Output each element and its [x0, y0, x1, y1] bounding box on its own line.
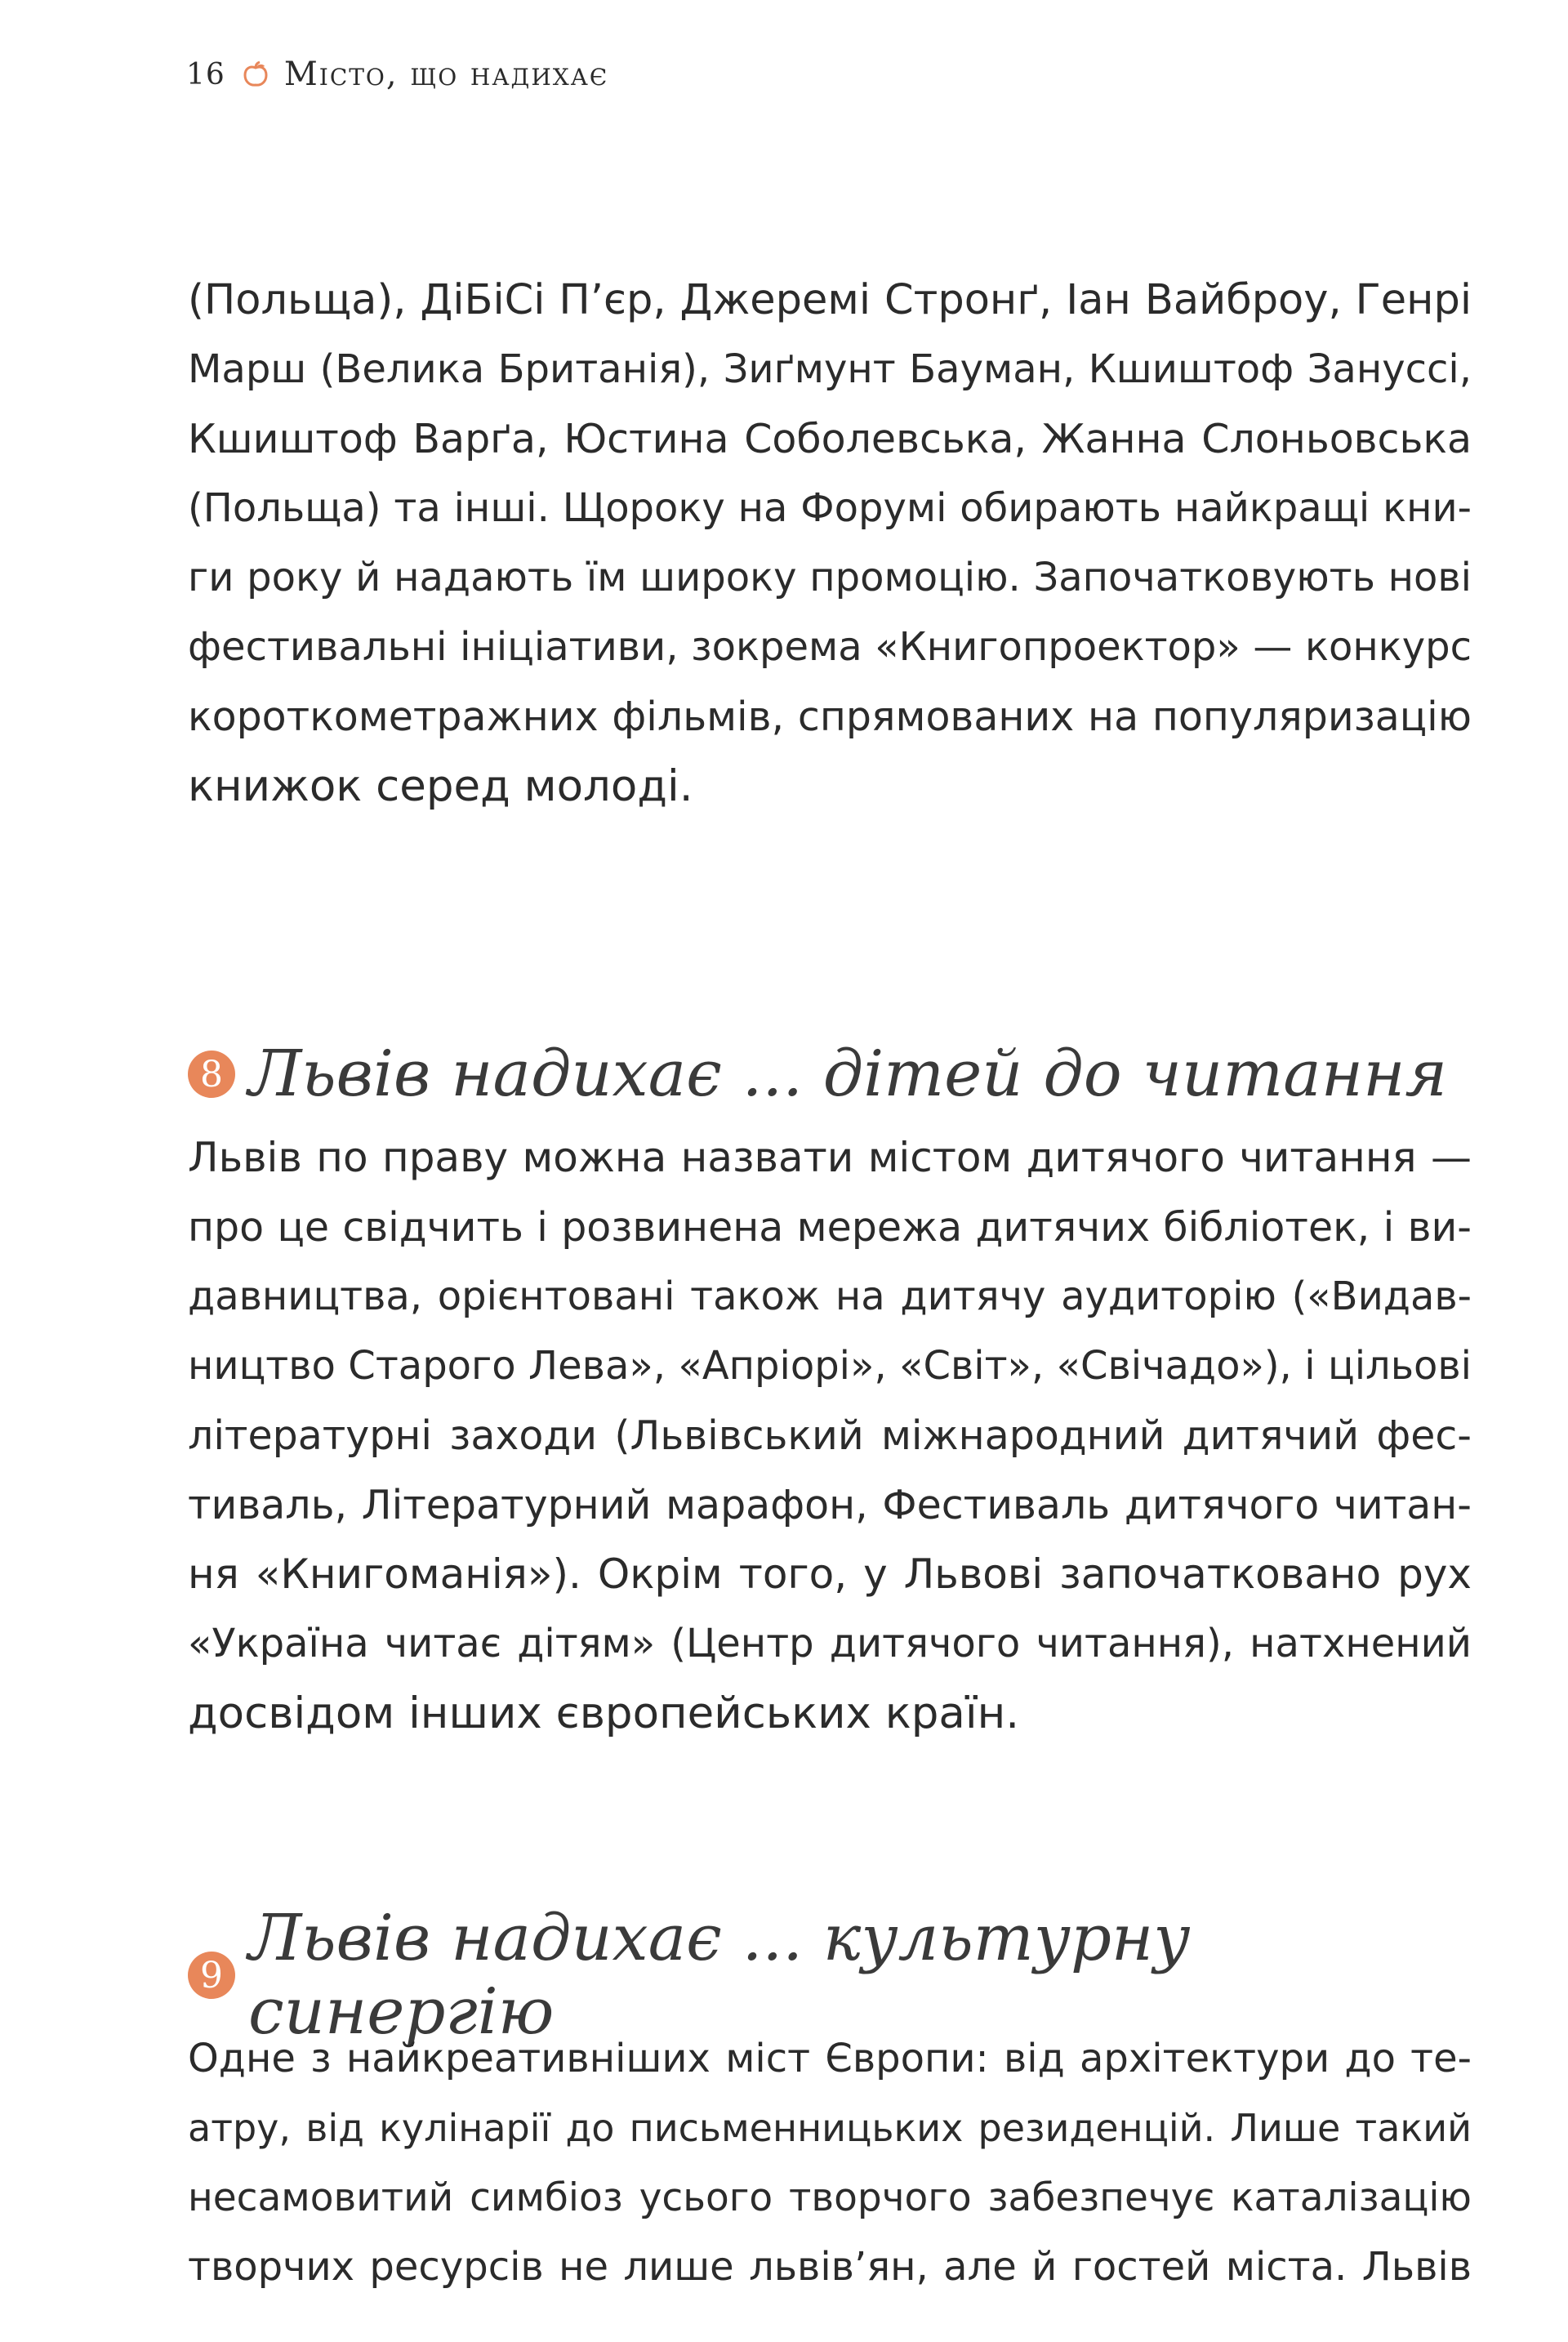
running-head: [186, 56, 608, 93]
text-line: ги року й надають їм широку промоцію. Започатковують нові: [188, 555, 1472, 600]
text-line: Марш (Велика Британія), Зиґмунт Бауман, Кшиштоф Зануссі,: [188, 346, 1472, 392]
text-line: фестивальні ініціативи, зокрема «Книгопроектор» — конкурс: [188, 624, 1472, 670]
running-head-title: Місто, що надихає: [283, 56, 609, 93]
text-line: про це свідчить і розвинена мережа дитячих бібліотек, і ви-: [188, 1204, 1472, 1251]
text-line: Кшиштоф Варґа, Юстина Соболевська, Жанна Слоньовська: [188, 416, 1472, 462]
text-line: атру, від кулінарії до письменницьких резиденцій. Лише такий: [188, 2106, 1472, 2150]
section-heading-text: Львів надихає ... дітей до читання: [248, 1037, 1448, 1111]
section-8-heading: [188, 1033, 1472, 1115]
section-heading-text: Львів надихає ... культурну синергію: [248, 1902, 1191, 2049]
page-number: 16: [186, 57, 225, 91]
text-line: книжок серед молоді.: [188, 761, 693, 811]
text-line: Львів по праву можна назвати містом дитячого читання —: [188, 1134, 1472, 1181]
text-line: Одне з найкреативніших міст Європи: від архітектури до те-: [188, 2036, 1472, 2081]
text-line: творчих ресурсів не лише львів’ян, але й гостей міста. Львів: [188, 2244, 1472, 2290]
text-line: несамовитий симбіоз усього творчого забезпечує каталізацію: [188, 2175, 1472, 2220]
text-line: «Україна читає дітям» (Центр дитячого читання), натхнений: [188, 1621, 1472, 1666]
text-line: літературні заходи (Львівський міжнародний дитячий фес-: [188, 1412, 1472, 1459]
section-9-paragraph: [188, 2024, 1472, 2302]
intro-paragraph: [188, 265, 1472, 821]
section-number-badge: 9: [188, 1952, 235, 1999]
text-line: короткометражних фільмів, спрямованих на популяризацію: [188, 694, 1472, 740]
section-number-badge: 8: [188, 1051, 235, 1098]
text-line: ництво Старого Лева», «Апріорі», «Світ», «Свічадо»), і цільові: [188, 1343, 1472, 1389]
text-line: досвідом інших європейських країн.: [188, 1688, 1020, 1738]
apple-ornament-icon: [242, 60, 270, 88]
text-line: (Польща) та інші. Щороку на Форумі обирають найкращі кни-: [188, 485, 1472, 531]
text-line: тиваль, Літературний марафон, Фестиваль дитячого читан-: [188, 1482, 1472, 1528]
text-line: (Польща), ДіБіСі П’єр, Джеремі Стронґ, Іан Вайброу, Генрі: [188, 276, 1472, 324]
section-8-paragraph: [188, 1123, 1472, 1748]
section-9-heading: [188, 1902, 1472, 2049]
text-line: ня «Книгоманія»). Окрім того, у Львові започатковано рух: [188, 1550, 1472, 1598]
text-line: давництва, орієнтовані також на дитячу аудиторію («Видав-: [188, 1274, 1472, 1319]
